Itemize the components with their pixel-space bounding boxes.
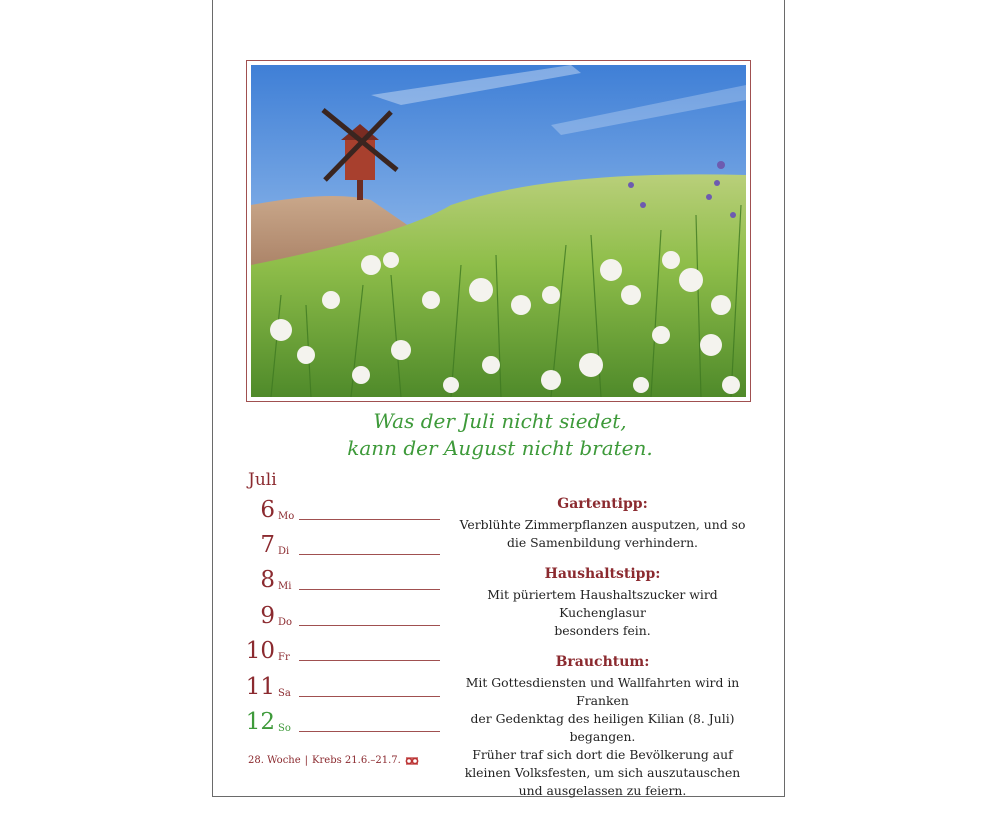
- day-row-sunday[interactable]: [245, 704, 440, 735]
- household-tip-text: Mit püriertem Haushaltszucker wird Kuchenglasur besonders fein.: [487, 587, 718, 638]
- weekday-abbr: Mi: [278, 581, 292, 592]
- day-row[interactable]: [245, 669, 440, 700]
- footer-separator: |: [304, 755, 309, 766]
- month-label: Juli: [248, 470, 277, 490]
- note-line: [299, 660, 440, 661]
- note-line: [299, 731, 440, 732]
- weekday-abbr: Sa: [278, 688, 291, 699]
- day-row[interactable]: [245, 633, 440, 664]
- custom-tip: [445, 654, 760, 800]
- household-tip-heading: Haushaltstipp:: [544, 566, 661, 582]
- weekday-abbr: Fr: [278, 652, 290, 663]
- day-number: 6: [260, 497, 275, 523]
- weekday-abbr: So: [278, 723, 291, 734]
- note-line: [299, 519, 440, 520]
- note-line: [299, 589, 440, 590]
- day-number: 8: [260, 567, 275, 593]
- household-tip: [445, 566, 760, 640]
- day-number: 9: [260, 603, 275, 629]
- note-line: [299, 696, 440, 697]
- tips-section: [445, 496, 760, 814]
- proverb-line-1: Was der Juli nicht siedet,: [373, 409, 627, 433]
- zodiac-label: Krebs 21.6.–21.7.: [312, 755, 401, 766]
- note-line: [299, 625, 440, 626]
- cancer-zodiac-icon: [405, 756, 419, 766]
- day-row[interactable]: [248, 598, 440, 628]
- day-row[interactable]: [248, 492, 440, 522]
- custom-tip-heading: Brauchtum:: [555, 654, 650, 670]
- day-number: 10: [245, 638, 275, 664]
- day-number: 12: [245, 709, 275, 735]
- page-footer: [248, 755, 419, 766]
- weekday-abbr: Do: [278, 617, 293, 628]
- windmill-meadow-photo: [251, 65, 746, 397]
- proverb-quote: [250, 408, 750, 462]
- week-label: 28. Woche: [248, 755, 301, 766]
- weekday-abbr: Mo: [278, 511, 295, 522]
- custom-tip-text: Mit Gottesdiensten und Wallfahrten wird in Franken der Gedenktag des heiligen Kilian (8. Juli) begangen. Früher traf sich dort die Bevölkerung auf kleinen Volksfesten, um sich auszutauschen und ausgelassen zu feiern.: [464, 675, 741, 798]
- weekday-abbr: Di: [278, 546, 290, 557]
- note-line: [299, 554, 440, 555]
- day-number: 7: [260, 532, 275, 558]
- day-row[interactable]: [248, 562, 440, 592]
- proverb-line-2: kann der August nicht braten.: [347, 436, 653, 460]
- garden-tip-heading: Gartentipp:: [557, 496, 648, 512]
- garden-tip: [445, 496, 760, 552]
- garden-tip-text: Verblühte Zimmerpflanzen ausputzen, und so die Samenbildung verhindern.: [459, 517, 746, 550]
- day-row[interactable]: [248, 527, 440, 557]
- day-number: 11: [245, 674, 275, 700]
